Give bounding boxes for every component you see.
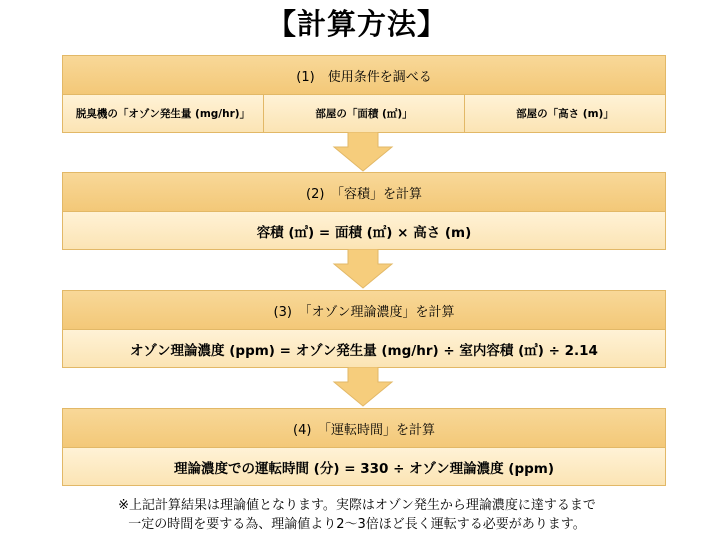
- down-arrow-icon: [332, 132, 394, 172]
- condition-room-area: 部屋の「面積 (㎡)」: [264, 95, 465, 132]
- step-2-heading: (2) 「容積」を計算: [63, 173, 665, 212]
- footnote: [0, 496, 714, 534]
- step-3-box: [62, 290, 666, 368]
- condition-ozone-output: 脱臭機の「オゾン発生量 (mg/hr)」: [63, 95, 264, 132]
- step-4-box: [62, 408, 666, 486]
- runtime-formula: 理論濃度での運転時間 (分) = 330 ÷ オゾン理論濃度 (ppm): [63, 448, 665, 485]
- concentration-formula: オゾン理論濃度 (ppm) = オゾン発生量 (mg/hr) ÷ 室内容積 (㎥) ÷ 2.14: [63, 330, 665, 367]
- step-2-box: [62, 172, 666, 250]
- step-3-heading: (3) 「オゾン理論濃度」を計算: [63, 291, 665, 330]
- down-arrow-icon: [332, 249, 394, 289]
- page-title: 【計算方法】: [266, 7, 447, 41]
- condition-room-height: 部屋の「高さ (m)」: [516, 108, 614, 120]
- step-4-heading: (4) 「運転時間」を計算: [63, 409, 665, 448]
- step-1-heading: (1) 使用条件を調べる: [63, 56, 665, 95]
- footnote-line-2: 一定の時間を要する為、理論値より2～3倍ほど長く運転する必要があります。: [128, 517, 586, 532]
- volume-formula: 容積 (㎥) = 面積 (㎡) × 高さ (m): [63, 212, 665, 249]
- down-arrow-icon: [332, 367, 394, 407]
- step-1-conditions: [63, 95, 665, 132]
- footnote-line-1: ※上記計算結果は理論値となります。実際はオゾン発生から理論濃度に達するまで: [118, 498, 596, 513]
- step-1-box: [62, 55, 666, 133]
